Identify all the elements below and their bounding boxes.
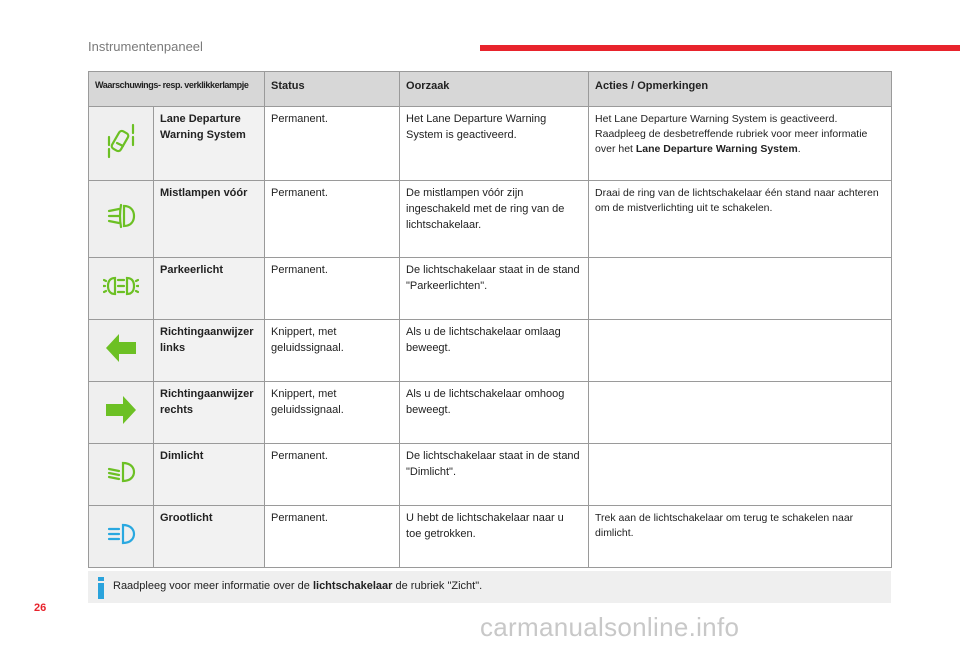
lamp-cause: Het Lane Departure Warning System is geactiveerd. <box>400 107 589 181</box>
watermark: carmanualsonline.info <box>480 612 740 642</box>
page-number: 26 <box>34 602 47 614</box>
lamp-action <box>589 320 892 382</box>
icon-cell <box>89 258 154 320</box>
lamp-cause: De lichtschakelaar staat in de stand "Parkeerlichten". <box>400 258 589 320</box>
table-row <box>89 382 892 444</box>
lamp-name: Lane Departure Warning System <box>154 107 265 181</box>
section-title: Instrumentenpaneel <box>88 39 203 54</box>
header-accent-bar <box>480 45 960 51</box>
lamp-action <box>589 444 892 506</box>
lamp-name: Richtingaanwijzer links <box>154 320 265 382</box>
turn-signal-right-icon <box>105 395 137 425</box>
table-row <box>89 107 892 181</box>
lamp-name: Mistlampen vóór <box>154 181 265 258</box>
dipped-beam-icon <box>106 460 136 484</box>
lamp-name: Grootlicht <box>154 506 265 568</box>
lamp-action <box>589 258 892 320</box>
warning-lamps-table <box>88 71 892 568</box>
lamp-cause: U hebt de lichtschakelaar naar u toe getrokken. <box>400 506 589 568</box>
note-text-after: de rubriek "Zicht". <box>392 580 483 592</box>
lamp-name: Parkeerlicht <box>154 258 265 320</box>
note-text-before: Raadpleeg voor meer informatie over de <box>113 580 313 592</box>
lamp-status: Permanent. <box>265 107 400 181</box>
icon-cell <box>89 320 154 382</box>
lamp-status: Knippert, met geluidssignaal. <box>265 382 400 444</box>
action-text-end: . <box>797 143 801 156</box>
icon-cell <box>89 506 154 568</box>
column-header-actions: Acties / Opmerkingen <box>589 72 892 107</box>
parking-light-icon <box>103 274 139 298</box>
lamp-status: Permanent. <box>265 506 400 568</box>
icon-cell <box>89 181 154 258</box>
table-row <box>89 320 892 382</box>
lamp-action: Draai de ring van de lichtschakelaar één stand naar achteren om de mistverlichting uit te schakelen. <box>589 181 892 258</box>
column-header-status: Status <box>265 72 400 107</box>
main-beam-icon <box>106 522 136 546</box>
icon-cell <box>89 382 154 444</box>
icon-cell <box>89 107 154 181</box>
table-row <box>89 444 892 506</box>
lamp-cause: De lichtschakelaar staat in de stand "Dimlicht". <box>400 444 589 506</box>
icon-cell <box>89 444 154 506</box>
lamp-status: Permanent. <box>265 258 400 320</box>
note-text-bold: lichtschakelaar <box>312 580 393 592</box>
lamp-name: Dimlicht <box>154 444 265 506</box>
table-row <box>89 258 892 320</box>
lamp-action <box>589 107 892 181</box>
info-note <box>88 571 891 603</box>
table-row <box>89 506 892 568</box>
info-icon <box>97 577 105 599</box>
lamp-cause: Als u de lichtschakelaar omhoog beweegt. <box>400 382 589 444</box>
lamp-name: Richtingaanwijzer rechts <box>154 382 265 444</box>
column-header-cause: Oorzaak <box>400 72 589 107</box>
lane-departure-warning-icon <box>106 123 136 159</box>
action-text: Het Lane Departure Warning System is geactiveerd. Raadpleeg de desbetreffende rubriek voor meer informatie over het <box>595 113 868 156</box>
info-note-text <box>113 580 482 592</box>
column-header-lamp: Waarschuwings- resp. verklikkerlampje <box>89 72 265 107</box>
table-header-row <box>89 72 892 107</box>
front-fog-lamp-icon <box>106 203 136 229</box>
turn-signal-left-icon <box>105 333 137 363</box>
lamp-status: Permanent. <box>265 444 400 506</box>
action-text-bold: Lane Departure Warning System <box>635 143 798 156</box>
lamp-cause: De mistlampen vóór zijn ingeschakeld met de ring van de lichtschakelaar. <box>400 181 589 258</box>
lamp-action: Trek aan de lichtschakelaar om terug te schakelen naar dimlicht. <box>589 506 892 568</box>
lamp-status: Permanent. <box>265 181 400 258</box>
lamp-cause: Als u de lichtschakelaar omlaag beweegt. <box>400 320 589 382</box>
lamp-status: Knippert, met geluidssignaal. <box>265 320 400 382</box>
lamp-action <box>589 382 892 444</box>
table-row <box>89 181 892 258</box>
